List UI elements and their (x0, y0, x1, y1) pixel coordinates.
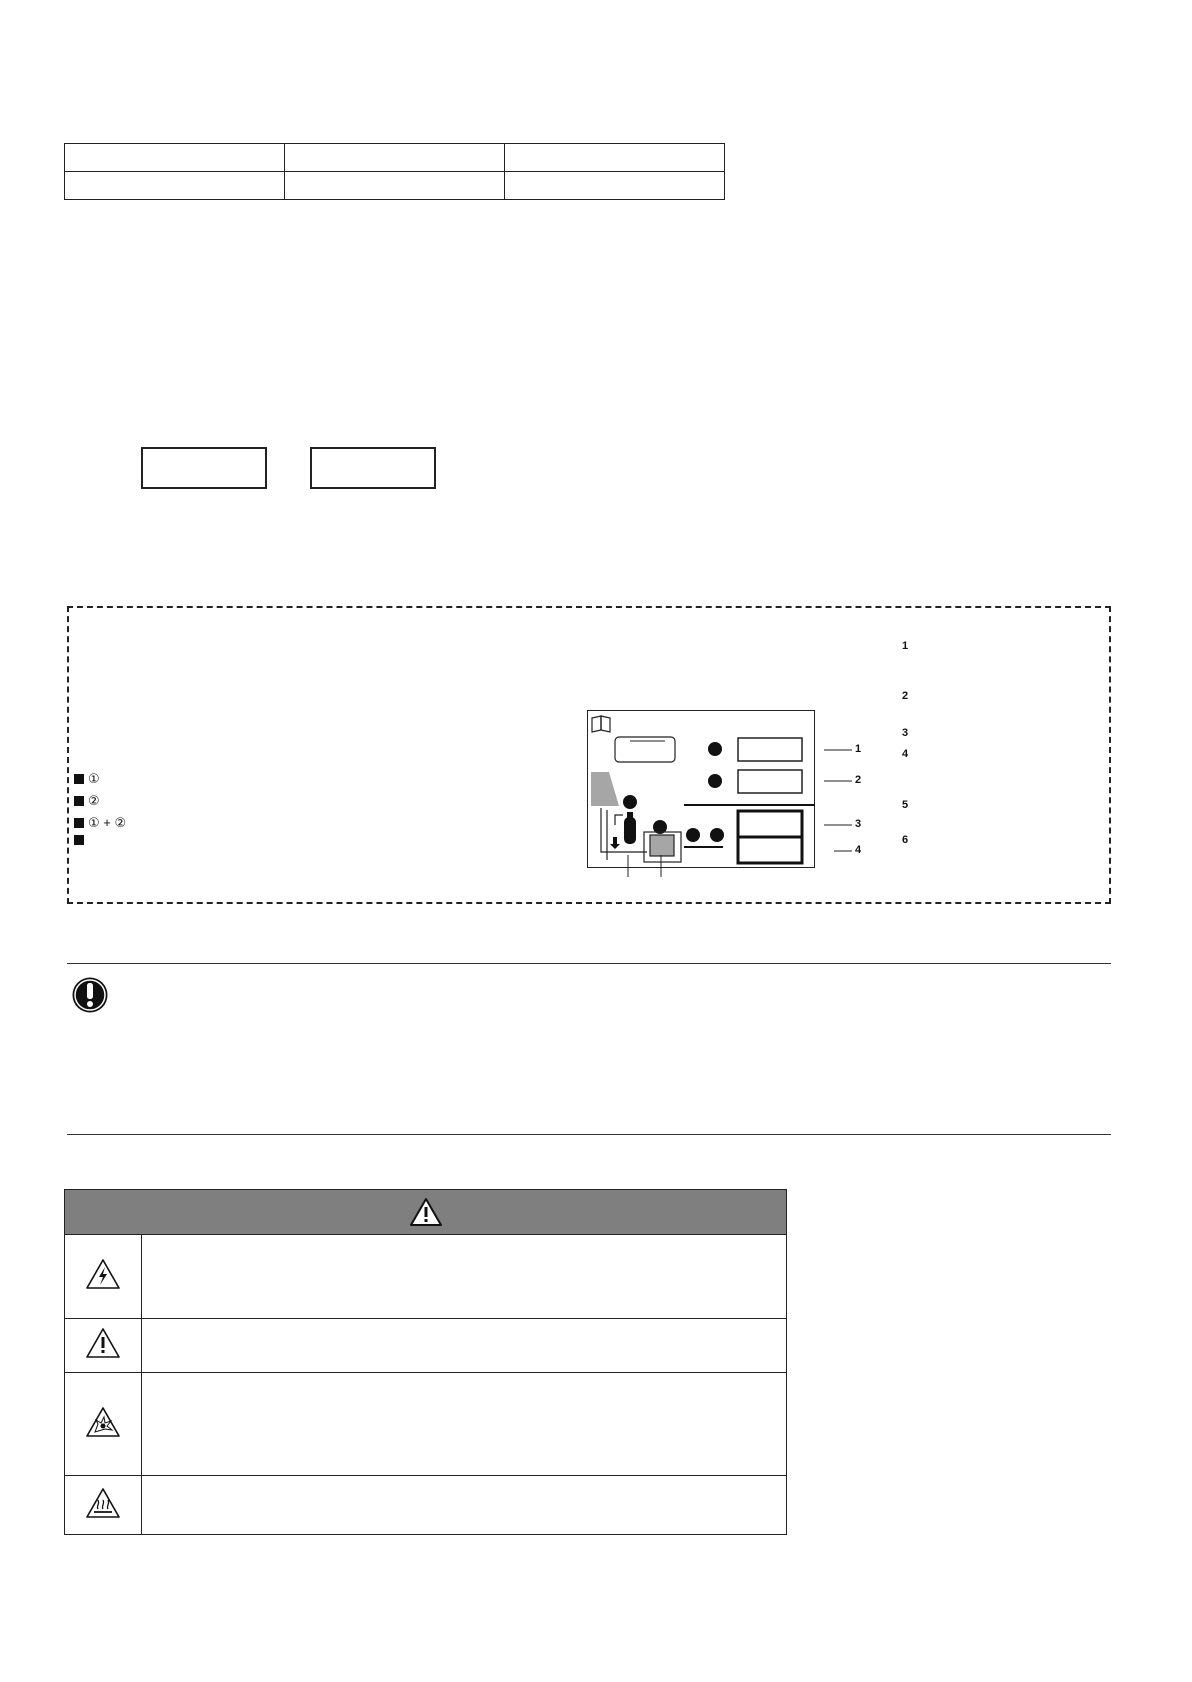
note-bottom-rule (67, 1134, 1111, 1135)
hot-surface-icon (85, 1487, 121, 1519)
legend-symbol: ① (88, 771, 100, 786)
general-warning-icon (85, 1327, 121, 1359)
warning-triangle-icon (409, 1197, 443, 1227)
explosion-hazard-icon (85, 1406, 121, 1438)
legend-symbol: ② (88, 793, 100, 808)
warning-table-header (65, 1190, 787, 1235)
table-row (65, 1235, 787, 1319)
warning-icon-cell (65, 1476, 142, 1535)
callout-2: 2 (855, 774, 862, 786)
warning-table (64, 1189, 787, 1535)
important-notice-icon (71, 976, 109, 1014)
warning-icon-cell (65, 1235, 142, 1319)
warning-text-cell (142, 1476, 787, 1535)
side-number-1: 1 (902, 640, 909, 652)
side-number-3: 3 (902, 727, 909, 739)
table-row (65, 1319, 787, 1373)
warning-icon-cell (65, 1319, 142, 1373)
warning-text-cell (142, 1319, 787, 1373)
callout-1: 1 (855, 743, 862, 755)
warning-text-cell (142, 1235, 787, 1319)
electric-shock-icon (85, 1258, 121, 1290)
side-number-4: 4 (902, 748, 909, 760)
warning-text-cell (142, 1373, 787, 1476)
callout-4: 4 (855, 844, 862, 856)
callout-3: 3 (855, 818, 862, 830)
legend-symbol: ① + ② (88, 815, 127, 830)
side-number-2: 2 (902, 690, 909, 702)
side-number-5: 5 (902, 799, 909, 811)
table-row (65, 1476, 787, 1535)
table-row (65, 1373, 787, 1476)
note-top-rule (67, 963, 1111, 964)
side-number-6: 6 (902, 834, 909, 846)
warning-icon-cell (65, 1373, 142, 1476)
